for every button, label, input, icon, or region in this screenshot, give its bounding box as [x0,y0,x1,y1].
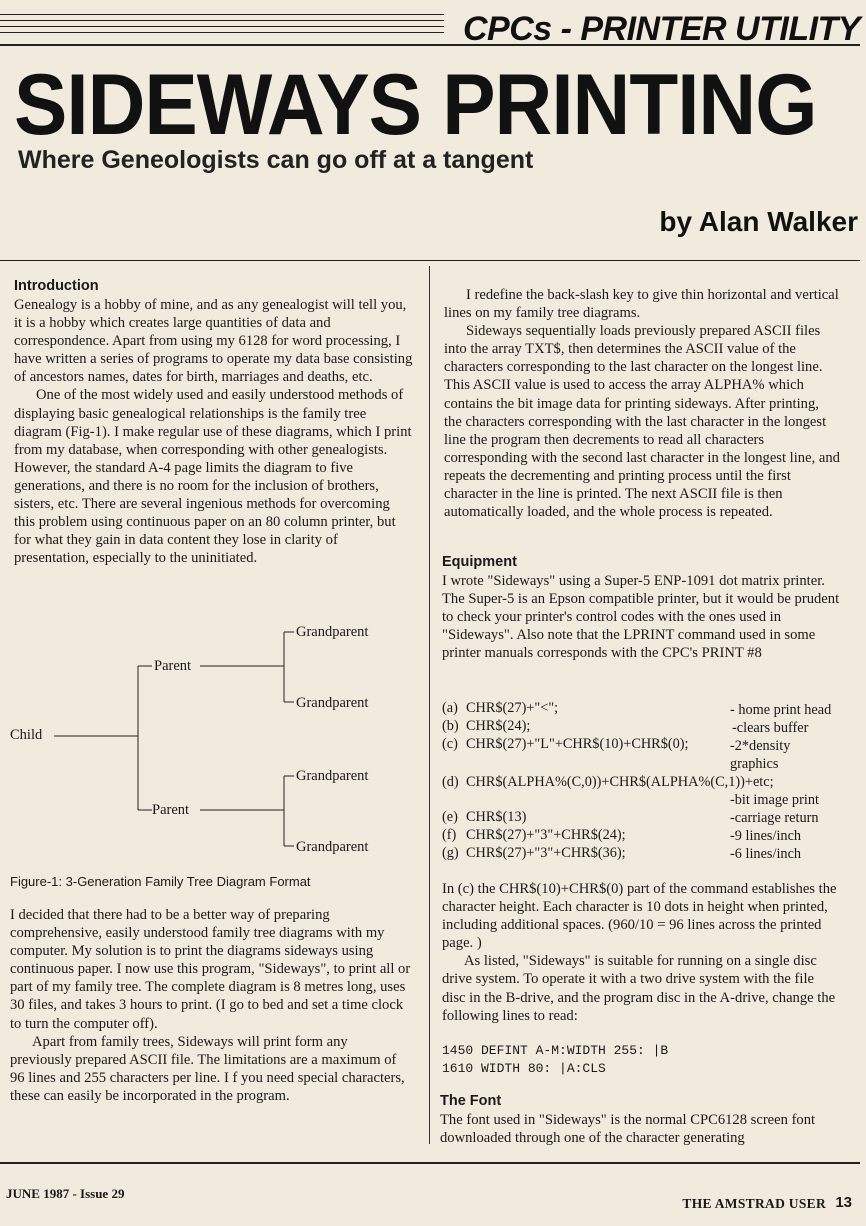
intro-heading: Introduction [14,278,99,294]
code-command: CHR$(27)+"L"+CHR$(10)+CHR$(0); [466,736,689,752]
code-description: - home print head [730,702,832,718]
section-tag: CPCs - PRINTER UTILITY [462,10,860,48]
byline-rule [0,260,860,261]
code-command: CHR$(24); [466,718,531,734]
code-description: -carriage return [730,810,819,826]
code-description: -bit image print [730,792,819,808]
code-command: CHR$(27)+"3"+CHR$(36); [466,845,626,861]
code-tag: (e) [442,809,458,825]
article-subtitle: Where Geneologists can go off at a tangent [18,146,534,174]
left-column-bottom [10,906,412,1105]
font-section [440,1092,840,1147]
header-rule-3 [0,26,444,27]
figure-caption: Figure-1: 3-Generation Family Tree Diagram Format [10,874,311,889]
paragraph-two-drive: As listed, "Sideways" is suitable for running on a single disc drive system. To operate it with a two drive system with the file disc in the B-drive, and the program disc in the A-drive, change the following lines to read: [442,953,836,1024]
tree-child-label: Child [10,727,43,743]
tree-parent-label: Parent [152,802,190,818]
tree-parent-label: Parent [154,658,192,674]
page-number: 13 [835,1194,852,1211]
paragraph-backslash: I redefine the back-slash key to give thin horizontal and vertical lines on my family tree diagrams. [444,287,839,322]
basic-code-line-2: 1610 WIDTH 80: |A:CLS [442,1061,606,1076]
code-tag: (d) [442,774,459,790]
paragraph-sideways-process: Sideways sequentially loads previously prepared ASCII files into the array TXT$, then determines the ASCII value of the characters corresponding to the last character on the longest line. This ASCII value is used to access the array ALPHA% which contains the bit image data for printing sideways. After printing, the characters corresponding with the last character in the longest line the program then decrements to read all characters corresponding with the second last character in the longest line, and repeats the decrementing and printing process until the first character in the line is printed. The next ASCII file is then automatically loaded, and the whole process is repeated. [444,323,840,521]
paragraph-solution: I decided that there had to be a better way of preparing comprehensive, easily understood family tree diagrams with my computer. My solution is to print the diagrams sideways using continuous paper. I now use this program, "Sideways", to print all or part of my family tree. The complete diagram is 8 metres long, uses 30 files, and takes 3 hours to print. (I go to bed and set a time clock to turn the computer off). [10,907,411,1032]
right-column-top [444,286,840,521]
paragraph-ascii-limits: Apart from family trees, Sideways will print form any previously prepared ASCII file. The limitations are a maximum of 96 lines and 255 characters per line. I f you need special characters, these can easily be incorporated in the program. [10,1033,405,1104]
code-description: -2*density [730,738,791,754]
header-rule-2 [0,20,444,21]
tree-grandparent-label: Grandparent [296,624,369,640]
font-heading: The Font [440,1093,502,1109]
header-rule-4 [0,32,444,33]
left-column-top [14,277,414,567]
code-description: graphics [730,756,779,772]
tree-grandparent-label: Grandparent [296,839,369,855]
tree-grandparent-label: Grandparent [296,695,369,711]
basic-code-line-1: 1450 DEFINT A-M:WIDTH 255: |B [442,1043,669,1058]
family-tree-diagram [0,610,420,870]
code-command: CHR$(13) [466,809,527,825]
article-title: SIDEWAYS PRINTING [14,56,817,153]
intro-paragraph-2: One of the most widely used and easily understood methods of displaying basic genealogical relationships is the family tree diagram (Fig-1). I make regular use of these diagrams, which I print from my database, when corresponding with other genealogists. However, the standard A-4 page limits the diagram to five generations, and there is no room for the inclusion of brothers, sisters, etc. There are several ingenious methods for overcoming this problem using continuous paper on an 80 column printer, but for what they gain in data content they lose in clarity of presentation, especially to the uninitiated. [14,387,412,567]
code-description: -9 lines/inch [730,828,802,844]
code-description: -6 lines/inch [730,846,802,862]
paragraph-character-height: In (c) the CHR$(10)+CHR$(0) part of the command establishes the character height. Each character is 10 dots in height when printed, including additional spaces. (960/10 = 96 lines across the printed page. ) [442,881,837,952]
right-column-lower [442,880,840,1025]
intro-paragraph-1: Genealogy is a hobby of mine, and as any genealogist will tell you, it is a hobby which creates large quantities of data and correspondence. Apart from using my 6128 for word processing, I have written a series of programs to operate my data base consisting of ancestors names, dates for birth, marriages and deaths, etc. [14,297,413,386]
code-description: -clears buffer [732,720,809,736]
tree-grandparent-label: Grandparent [296,768,369,784]
equipment-section [442,553,840,662]
code-tag: (g) [442,845,459,861]
code-tag: (c) [442,736,458,752]
header-rule-1 [0,14,444,15]
code-tag: (b) [442,718,459,734]
magazine-name: THE AMSTRAD USER [682,1196,826,1211]
equipment-paragraph: I wrote "Sideways" using a Super-5 ENP-1091 dot matrix printer. The Super-5 is an Epson compatible printer, but it would be prudent to check your printer's control codes with the ones used in "Sideways". Also note that the LPRINT command used in some printer manuals corresponds with the CPC's PRINT #8 [442,573,840,662]
code-tag: (f) [442,827,457,843]
footer-rule [0,1162,860,1164]
code-command: CHR$(27)+"<"; [466,700,559,716]
equipment-heading: Equipment [442,554,517,570]
code-command: CHR$(27)+"3"+CHR$(24); [466,827,626,843]
issue-info: JUNE 1987 - Issue 29 [6,1186,125,1201]
code-command: CHR$(ALPHA%(C,0))+CHR$(ALPHA%(C,1))+etc; [466,774,774,790]
code-tag: (a) [442,700,458,716]
font-paragraph: The font used in "Sideways" is the normal CPC6128 screen font downloaded through one of the character generating [440,1112,816,1147]
byline: by Alan Walker [659,206,858,237]
column-divider [429,266,430,1144]
